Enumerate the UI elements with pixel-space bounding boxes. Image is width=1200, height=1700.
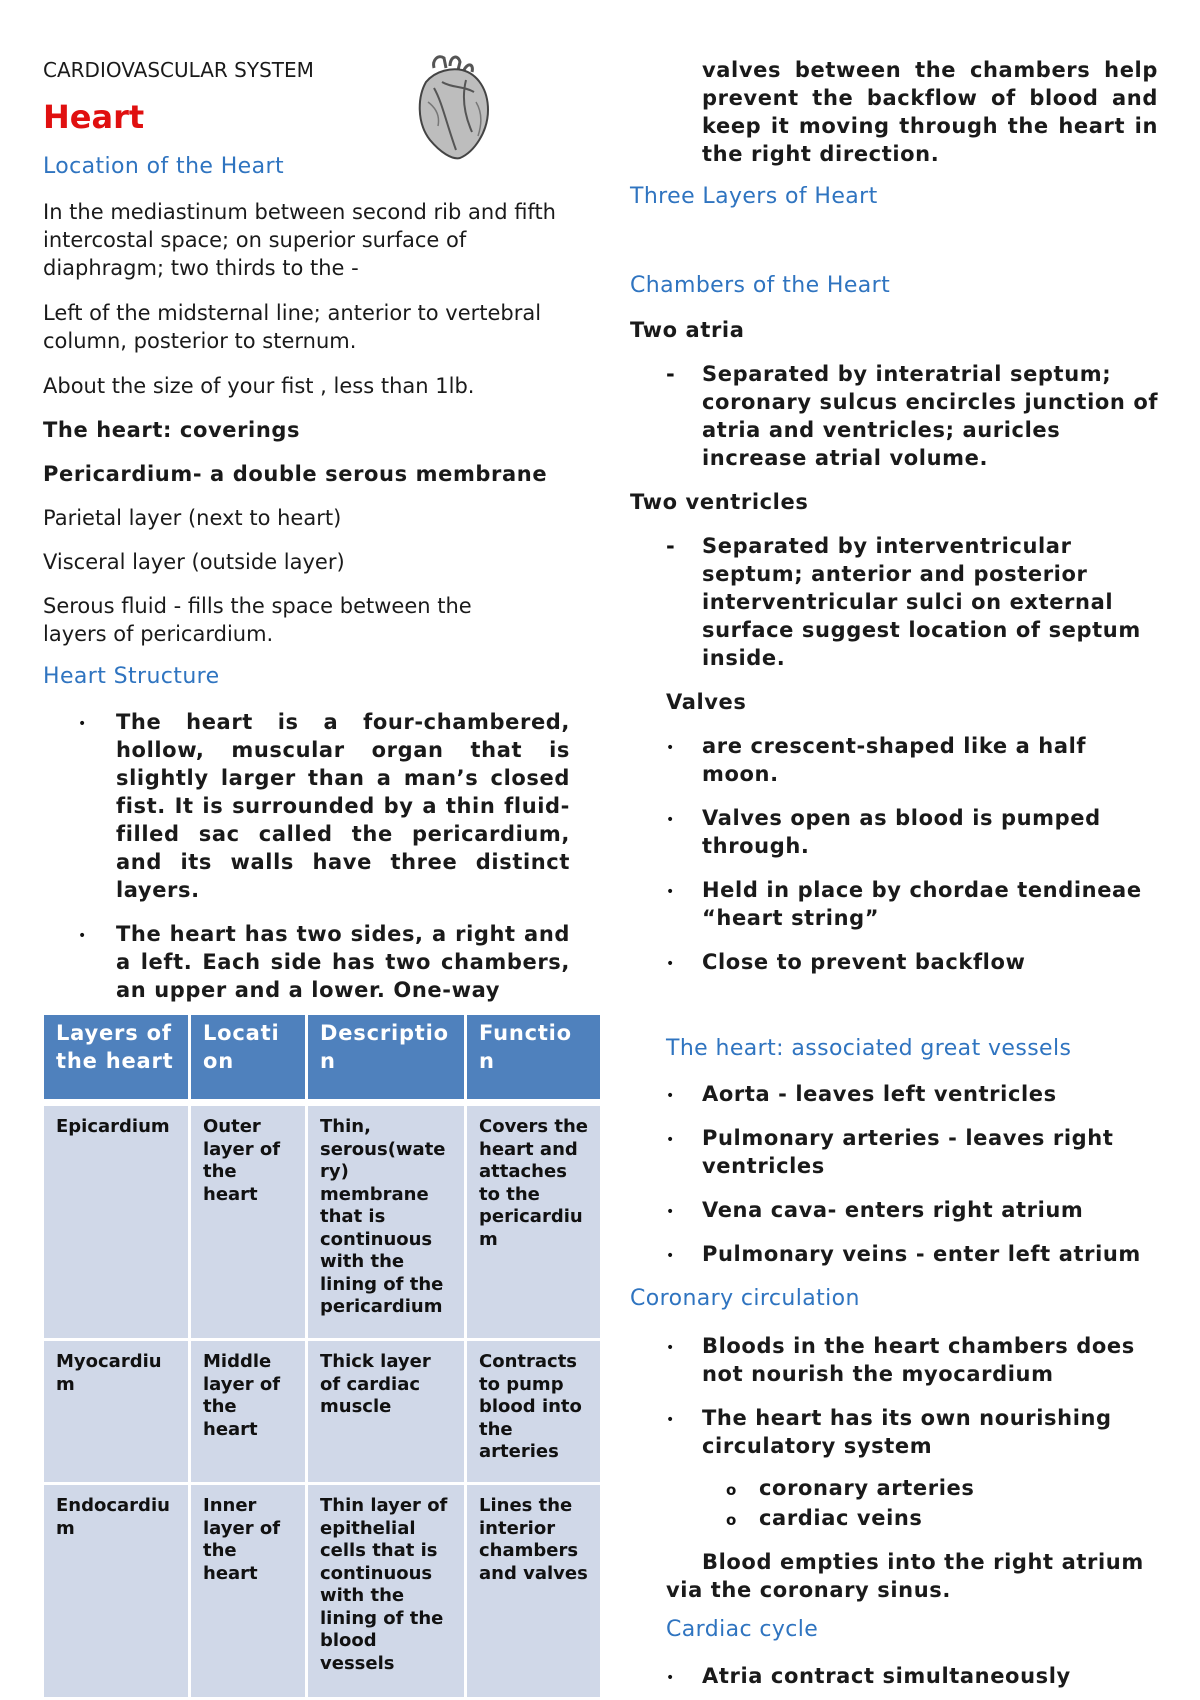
valves-item: Valves open as blood is pumped through. xyxy=(702,806,1101,858)
bullet-dot: • xyxy=(666,1340,675,1356)
table-cell: Thick layer of cardiac muscle xyxy=(308,1341,464,1482)
bullet-circle: o xyxy=(726,1511,737,1529)
structure-heading: Heart Structure xyxy=(43,664,220,689)
bullet-dot: • xyxy=(666,884,675,900)
bullet-dot: • xyxy=(666,1204,675,1220)
table-cell: Epicardium xyxy=(44,1106,188,1338)
table-cell: Endocardiu m xyxy=(44,1485,188,1697)
vessels-item: Pulmonary arteries - leaves right ventricles xyxy=(702,1126,1114,1178)
table-header-description: Descriptio n xyxy=(308,1015,464,1099)
bullet-dash: - xyxy=(666,534,675,558)
table-header-function: Functio n xyxy=(467,1015,600,1099)
coronary-sinus-text: Blood empties into the right atrium via the coronary sinus. xyxy=(666,1550,1144,1602)
table-row xyxy=(44,1106,600,1338)
pericardium-text: Pericardium- a double serous membrane xyxy=(43,462,548,486)
atria-description: Separated by interatrial septum; coronary sulcus encircles junction of atria and ventricles; auricles increase atrial volume. xyxy=(702,362,1159,470)
valves-item: Close to prevent backflow xyxy=(702,950,1026,974)
bullet-dot: • xyxy=(666,1412,675,1428)
vessels-item: Aorta - leaves left ventricles xyxy=(702,1082,1057,1106)
document-topic: CARDIOVASCULAR SYSTEM xyxy=(43,58,314,82)
coronary-sub-item: coronary arteries xyxy=(759,1476,975,1500)
bullet-dot: • xyxy=(666,812,675,828)
table-row xyxy=(44,1341,600,1482)
vessels-item: Pulmonary veins - enter left atrium xyxy=(702,1242,1141,1266)
bullet-dot: • xyxy=(666,1248,675,1264)
bullet-circle: o xyxy=(726,1481,737,1499)
table-cell: Myocardiu m xyxy=(44,1341,188,1482)
serous-text: Serous fluid - fills the space between the layers of pericardium. xyxy=(43,594,472,646)
page-title: Heart xyxy=(43,98,145,136)
cycle-heading: Cardiac cycle xyxy=(666,1617,819,1642)
bullet-dash: - xyxy=(666,362,675,386)
heart-illustration xyxy=(412,52,494,164)
structure-bullet-2: The heart has two sides, a right and a left. Each side has two chambers, an upper and a lower. One-way xyxy=(116,922,570,1002)
location-heading: Location of the Heart xyxy=(43,154,284,179)
bullet-dot: • xyxy=(666,1088,675,1104)
valves-label: Valves xyxy=(666,690,747,714)
valves-item: Held in place by chordae tendineae “heart string” xyxy=(702,878,1142,930)
coronary-item: Bloods in the heart chambers does not nourish the myocardium xyxy=(702,1334,1135,1386)
location-paragraph-3: About the size of your fist , less than 1lb. xyxy=(43,374,475,398)
bullet-dot: • xyxy=(666,956,675,972)
table-cell: Contracts to pump blood into the arteries xyxy=(467,1341,600,1482)
table-cell: Middle layer of the heart xyxy=(191,1341,305,1482)
valves-item: are crescent-shaped like a half moon. xyxy=(702,734,1087,786)
table-cell: Outer layer of the heart xyxy=(191,1106,305,1338)
ventricles-description: Separated by interventricular septum; anterior and posterior interventricular sulci on external surface suggest location of septum inside. xyxy=(702,534,1141,670)
bullet-dot: • xyxy=(666,1132,675,1148)
bullet-dot: • xyxy=(666,1670,675,1686)
two-ventricles-label: Two ventricles xyxy=(630,490,809,514)
layers-heading: Three Layers of Heart xyxy=(630,184,878,209)
table-cell: Lines the interior chambers and valves xyxy=(467,1485,600,1697)
cycle-item: Atria contract simultaneously xyxy=(702,1664,1071,1688)
bullet-dot: • xyxy=(78,928,87,944)
table-header-layer: Layers of the heart xyxy=(44,1015,188,1099)
bullet-dot: • xyxy=(666,740,675,756)
table-cell: Thin layer of epithelial cells that is continuous with the lining of the blood vessels xyxy=(308,1485,464,1697)
coronary-sub-item: cardiac veins xyxy=(759,1506,923,1530)
parietal-text: Parietal layer (next to heart) xyxy=(43,506,342,530)
table-cell: Thin, serous(wate ry) membrane that is continuous with the lining of the pericardium xyxy=(308,1106,464,1338)
location-paragraph-2: Left of the midsternal line; anterior to vertebral column, posterior to sternum. xyxy=(43,301,542,353)
chambers-heading: Chambers of the Heart xyxy=(630,273,891,298)
table-cell: Inner layer of the heart xyxy=(191,1485,305,1697)
vessels-item: Vena cava- enters right atrium xyxy=(702,1198,1084,1222)
visceral-text: Visceral layer (outside layer) xyxy=(43,550,345,574)
coronary-heading: Coronary circulation xyxy=(630,1286,860,1311)
table-header-location: Locati on xyxy=(191,1015,305,1099)
coverings-heading: The heart: coverings xyxy=(43,418,301,442)
table-cell: Covers the heart and attaches to the pericardiu m xyxy=(467,1106,600,1338)
bullet-dot: • xyxy=(78,716,87,732)
vessels-heading: The heart: associated great vessels xyxy=(666,1036,1072,1061)
structure-bullet-1: The heart is a four-chambered, hollow, muscular organ that is slightly larger than a man’s closed fist. It is surrounded by a thin fluid-filled sac called the pericardium, and its walls have three distinct layers. xyxy=(116,710,570,902)
structure-continuation: valves between the chambers help prevent the backflow of blood and keep it moving through the heart in the right direction. xyxy=(702,58,1158,166)
coronary-item: The heart has its own nourishing circulatory system xyxy=(702,1406,1112,1458)
location-paragraph-1: In the mediastinum between second rib and fifth intercostal space; on superior surface of diaphragm; two thirds to the - xyxy=(43,200,556,280)
heart-layers-table xyxy=(41,1012,603,1700)
table-row xyxy=(44,1485,600,1697)
two-atria-label: Two atria xyxy=(630,318,745,342)
